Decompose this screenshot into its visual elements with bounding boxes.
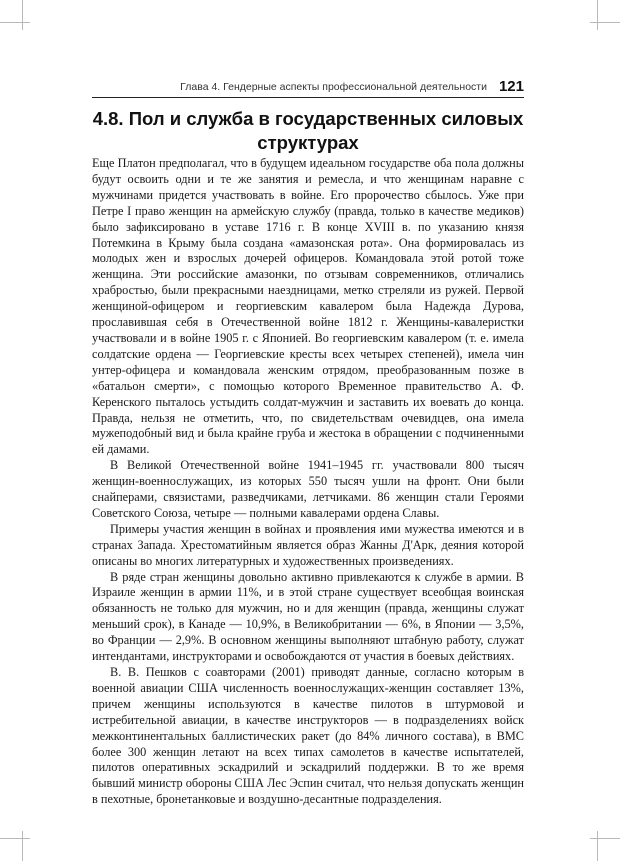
paragraph: В ряде стран женщины довольно активно привлекаются к службе в армии. В Израиле женщин в армии 11%, и в этой стране существует всеобщая воинская обязанность не только для мужчин, но и для женщин (правда, женщины служат меньший срок), в Канаде — 10,9%, в Великобритании — 6%, в Японии — 3,5%, во Франции — 2,9%. В основном женщины выполняют штабную работу, служат интендантами, инструкторами и освобождаются от участия в боевых действиях.: [92, 569, 524, 664]
paragraph: В. В. Пешков с соавторами (2001) приводят данные, согласно которым в военной авиации США численность военнослужащих-женщин составляет 13%, причем женщины используются в качестве пилотов в штурмовой и истребительной авиации, в качестве инструкторов — в подразделениях войск межконтинентальных баллистических ракет (до 84% личного состава), в ВМС более 300 женщин летают на всех типах самолетов в качестве испытателей, пилотов оперативных эскадрилий и эскадрилий поддержки. В то же время бывший министр обороны США Лес Эспин считал, что нельзя допускать женщин в пехотные, бронетанковые и воздушно-десантные подразделения.: [92, 665, 524, 807]
paragraph: Еще Платон предполагал, что в будущем идеальном государстве оба пола должны будут освоить одни и те же занятия и ремесла, и что женщинам наравне с мужчинами придется участвовать в войне. Его пророчество сбылось. Уже при Петре I право женщин на армейскую службу (правда, только в качестве медиков) было зафиксировано в уставе 1716 г. В конце XVIII в. по указанию князя Потемкина в Крыму была создана «амазонская рота». Она формировалась из молодых жен и взрослых дочерей офицеров. Командовала этой ротой тоже женщина. Эти российские амазонки, по отзывам современников, отличались храбростью, были прекрасными наездницами, метко стреляли из ружей. Первой женщиной-офицером и георгиевским кавалером была Надежда Дурова, прославившая себя в Отечественной войне 1812 г. Женщины-кавалеристки участвовали и в войне 1905 г. с Японией. Во георгиевским кавалером (т. е. имела солдатские ордена — Георгиевские кресты всех четырех степеней), имела чин унтер-офицера и командовала женским отрядом, преобразованным позже в «батальон смерти», с помощью которого Временное правительство А. Ф. Керенского пыталось устыдить солдат-мужчин и заставить их воевать до конца. Правда, нельзя не отметить, что, по свидетельствам очевидцев, она имела мужеподобный вид и была крайне груба и жестока в обращении с подчиненными ей дамами.: [92, 156, 524, 457]
crop-mark-bottom-right-h: [590, 838, 620, 839]
page-number: 121: [498, 78, 524, 95]
running-header: [92, 78, 524, 98]
crop-mark-bottom-left-h: [0, 838, 30, 839]
crop-mark-bottom-left: [22, 831, 23, 861]
running-title: Глава 4. Гендерные аспекты профессиональной деятельности: [180, 80, 487, 93]
crop-mark-top-right: [597, 0, 598, 30]
crop-mark-top-left-h: [0, 22, 30, 23]
crop-mark-top-right-h: [590, 22, 620, 23]
crop-mark-bottom-right: [597, 831, 598, 861]
paragraph: Примеры участия женщин в войнах и проявления ими мужества имеются и в странах Запада. Хрестоматийным является образ Жанны Д'Арк, деяния которой описаны во многих литературных и художественных произведениях.: [92, 521, 524, 568]
paragraph: В Великой Отечественной войне 1941–1945 гг. участвовали 800 тысяч женщин-военнослужащих, из которых 550 тысяч ушли на фронт. Они были снайперами, связистами, разведчиками, летчиками. 86 женщин стали Героями Советского Союза, четыре — полными кавалерами ордена Славы.: [92, 458, 524, 520]
section-title: 4.8. Пол и служба в государственных силовых структурах: [92, 108, 524, 153]
crop-mark-top-left: [22, 0, 23, 30]
body-text: [92, 156, 524, 808]
